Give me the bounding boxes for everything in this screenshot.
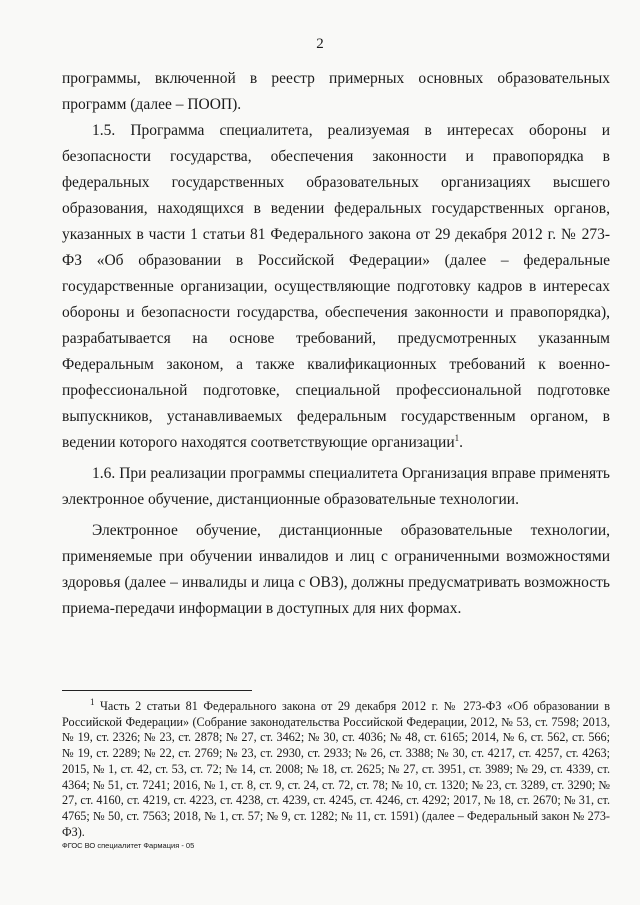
- paragraph-1-5-tail: .: [459, 434, 463, 451]
- paragraph-1-5-text: 1.5. Программа специалитета, реализуемая в интересах обороны и безопасности государства, обеспечения законности и правопорядка в федеральных государственных образовательных организациях высшего образования, находящихся в ведении федеральных государственных органов, указанных в части 1 статьи 81 Федерального закона от 29 декабря 2012 г. № 273-ФЗ «Об образовании в Российской Федерации» (далее – федеральные государственные организации, осуществляющие подготовку кадров в интересах обороны и безопасности государства, обеспечения законности и правопорядка), разрабатывается на основе требований, предусмотренных указанным Федеральным законом, а также квалификационных требований к военно-профессиональной подготовке, специальной профессиональной подготовке выпускников, устанавливаемых федеральным государственным органом, в ведении которого находятся соответствующие организации: [62, 122, 610, 451]
- paragraph-1-5: [62, 118, 610, 456]
- footnote: [62, 696, 611, 840]
- footnote-mark: 1: [90, 696, 95, 707]
- paragraph-electronic-learning: Электронное обучение, дистанционные образовательные технологии, применяемые при обучении инвалидов и лиц с ограниченными возможностями здоровья (далее – инвалиды и лица с ОВЗ), должны предусматривать возможность приема-передачи информации в доступных для них формах.: [62, 522, 610, 617]
- paragraph-continuation: программы, включенной в реестр примерных основных образовательных программ (далее – ПООП).: [62, 70, 610, 113]
- footnote-reference[interactable]: 1: [454, 432, 460, 443]
- footnote-separator: [62, 690, 252, 691]
- paragraph-1-6: 1.6. При реализации программы специалитета Организация вправе применять электронное обучение, дистанционные образовательные технологии.: [62, 465, 610, 508]
- document-code: ФГОС ВО специалитет Фармация - 05: [62, 841, 195, 850]
- page-number: 2: [316, 36, 324, 52]
- document-body: [62, 66, 610, 622]
- footnote-text: Часть 2 статьи 81 Федерального закона от 29 декабря 2012 г. № 273-ФЗ «Об образовании в Российской Федерации» (Собрание законодательства Российской Федерации, 2012, № 53, ст. 7598; 2013, № 19, ст. 2326; № 23, ст. 2878; № 27, ст. 3462; № 30, ст. 4036; № 48, ст. 6165; 2014, № 6, ст. 562, ст. 566; № 19, ст. 2289; № 22, ст. 2769; № 23, ст. 2930, ст. 2933; № 26, ст. 3388; № 30, ст. 4217, ст. 4257, ст. 4263; 2015, № 1, ст. 42, ст. 53, ст. 72; № 14, ст. 2008; № 18, ст. 2625; № 27, ст. 3951, ст. 3989; № 29, ст. 4339, ст. 4364; № 51, ст. 7241; 2016, № 1, ст. 8, ст. 9, ст. 24, ст. 72, ст. 78; № 10, ст. 1320; № 23, ст. 3289, ст. 3290; № 27, ст. 4160, ст. 4219, ст. 4223, ст. 4238, ст. 4239, ст. 4245, ст. 4246, ст. 4292; 2017, № 18, ст. 2670; № 31, ст. 4765; № 50, ст. 7563; 2018, № 1, ст. 57; № 9, ст. 1282; № 11, ст. 1591) (далее – Федеральный закон № 273-ФЗ).: [62, 699, 611, 839]
